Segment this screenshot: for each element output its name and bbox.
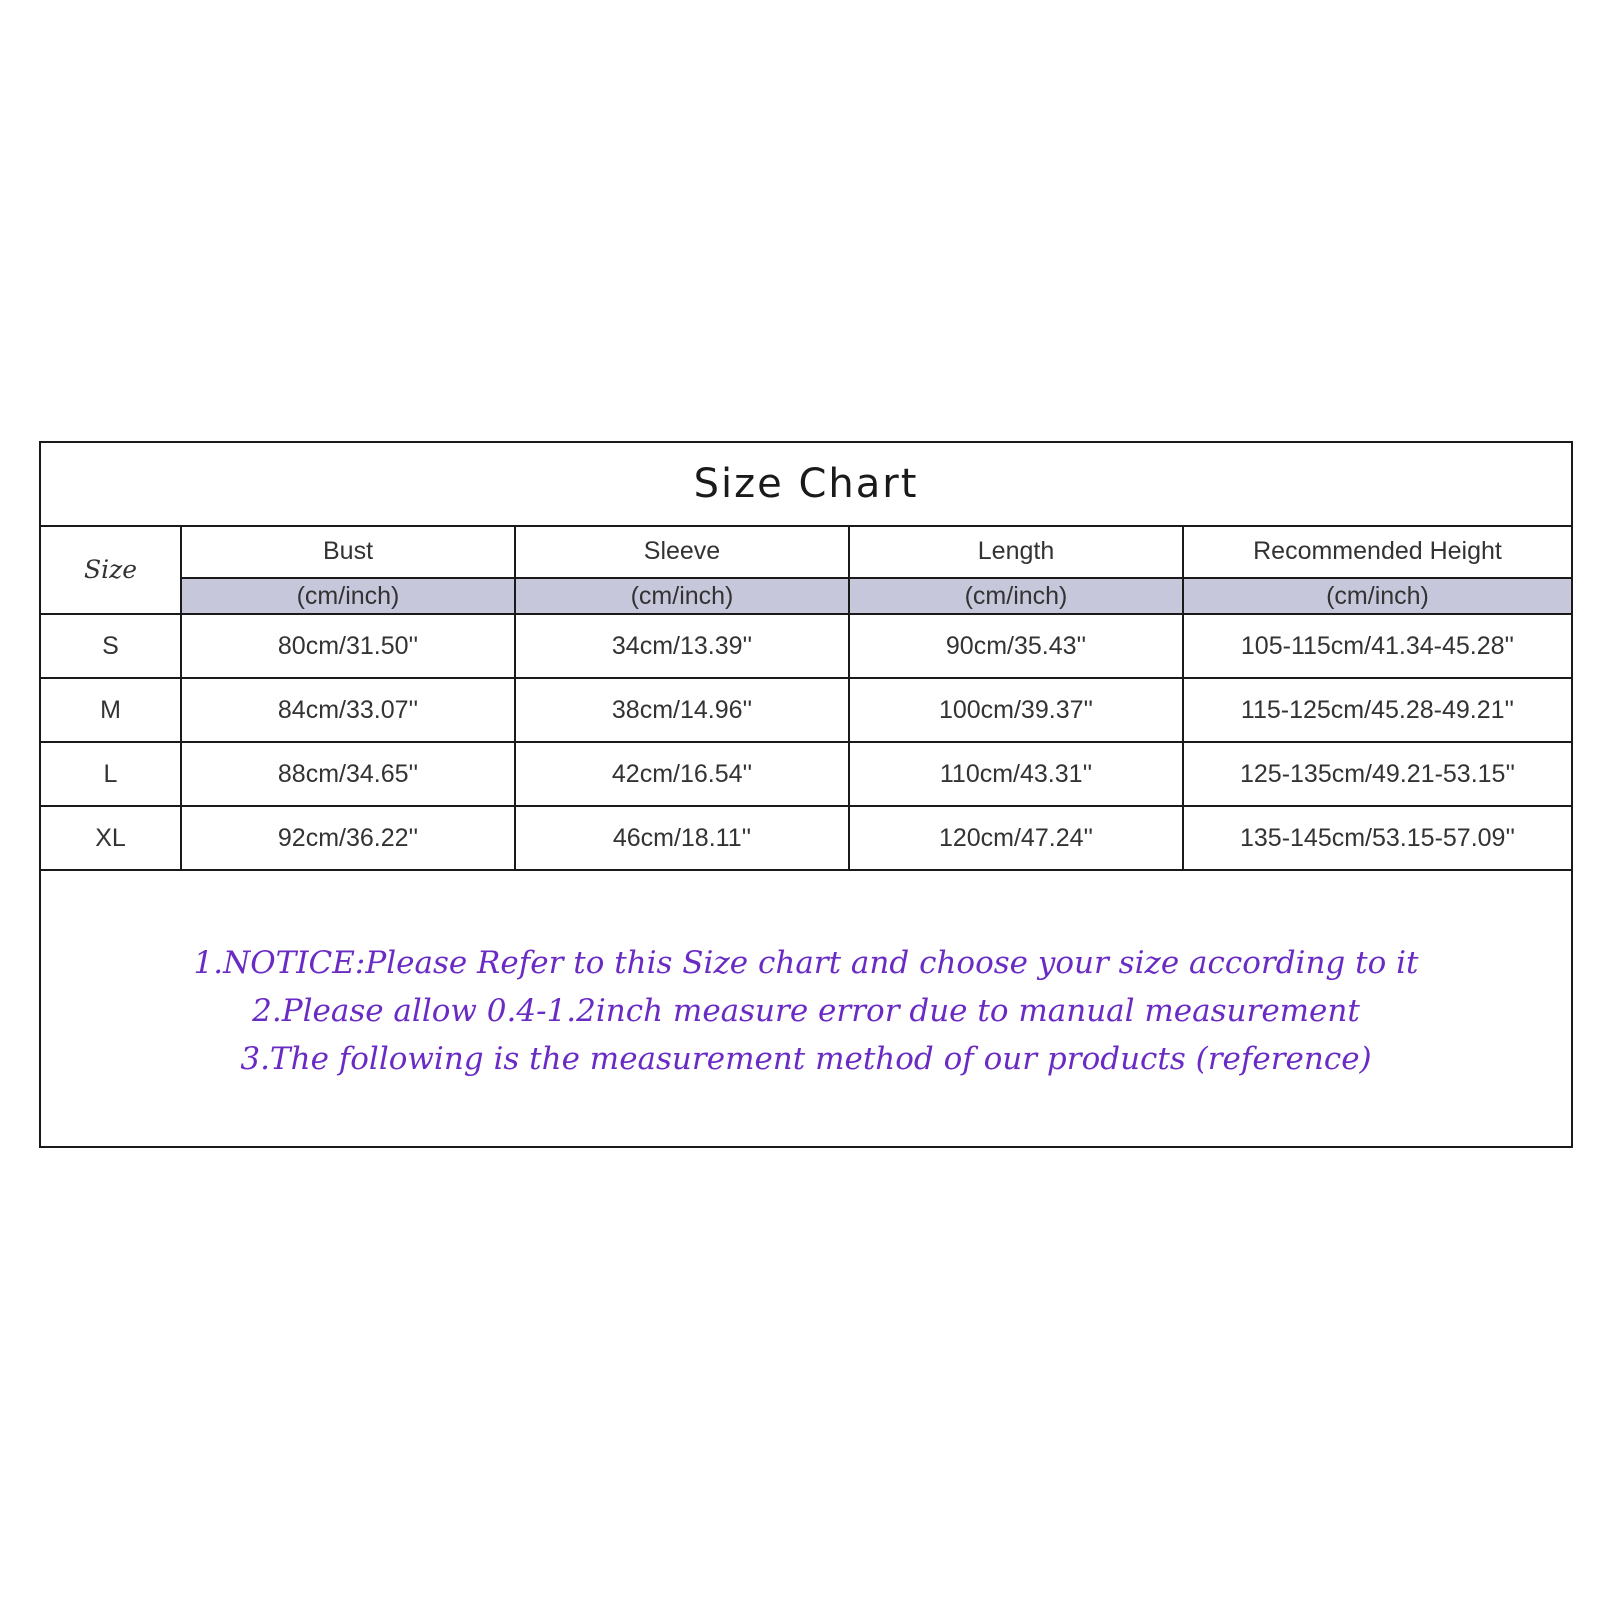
column-header-height: Recommended Height: [1183, 525, 1571, 578]
unit-label-bust: (cm/inch): [181, 578, 515, 614]
notes-section: [41, 876, 1571, 1146]
height-cell: 125-135cm/49.21-53.15'': [1183, 742, 1571, 806]
column-header-sleeve: Sleeve: [515, 525, 849, 578]
unit-label-sleeve: (cm/inch): [515, 578, 849, 614]
length-cell: 100cm/39.37'': [849, 678, 1183, 742]
bust-cell: 80cm/31.50'': [181, 614, 515, 678]
length-cell: 110cm/43.31'': [849, 742, 1183, 806]
size-cell: M: [41, 678, 181, 742]
length-cell: 90cm/35.43'': [849, 614, 1183, 678]
sleeve-cell: 46cm/18.11'': [515, 806, 849, 870]
table-row: [41, 742, 1571, 806]
size-cell: S: [41, 614, 181, 678]
sleeve-cell: 34cm/13.39'': [515, 614, 849, 678]
table-row: [41, 614, 1571, 678]
note-line: 1.NOTICE:Please Refer to this Size chart and choose your size according to it: [193, 945, 1419, 981]
note-line: 3.The following is the measurement method of our products (reference): [240, 1041, 1372, 1077]
height-cell: 135-145cm/53.15-57.09'': [1183, 806, 1571, 870]
column-header-bust: Bust: [181, 525, 515, 578]
length-cell: 120cm/47.24'': [849, 806, 1183, 870]
height-cell: 115-125cm/45.28-49.21'': [1183, 678, 1571, 742]
table-row: [41, 806, 1571, 870]
unit-label-length: (cm/inch): [849, 578, 1183, 614]
unit-label-height: (cm/inch): [1183, 578, 1571, 614]
size-cell: XL: [41, 806, 181, 870]
bust-cell: 88cm/34.65'': [181, 742, 515, 806]
note-line: 2.Please allow 0.4-1.2inch measure error due to manual measurement: [252, 993, 1360, 1029]
sleeve-cell: 38cm/14.96'': [515, 678, 849, 742]
size-cell: L: [41, 742, 181, 806]
height-cell: 105-115cm/41.34-45.28'': [1183, 614, 1571, 678]
chart-title: Size Chart: [41, 443, 1571, 527]
bust-cell: 92cm/36.22'': [181, 806, 515, 870]
sleeve-cell: 42cm/16.54'': [515, 742, 849, 806]
size-table: [41, 525, 1571, 871]
size-chart: [39, 441, 1573, 1148]
size-column-header: Size: [41, 525, 181, 614]
table-row: [41, 678, 1571, 742]
bust-cell: 84cm/33.07'': [181, 678, 515, 742]
column-header-length: Length: [849, 525, 1183, 578]
